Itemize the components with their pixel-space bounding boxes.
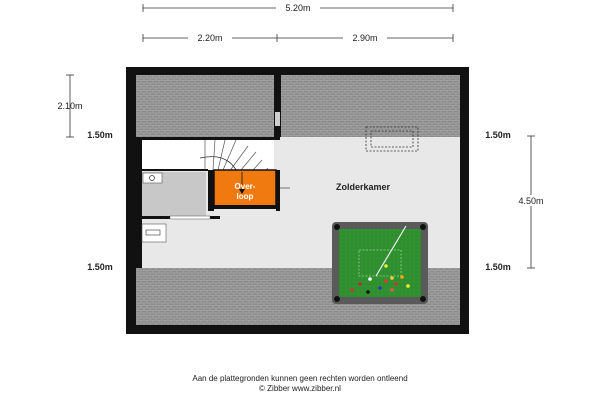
copyright-text: © Zibber www.zibber.nl — [259, 384, 341, 393]
height-label-right-upper: 1.50m — [485, 130, 511, 140]
dimension-label: 2.90m — [352, 33, 378, 43]
pool-table — [332, 222, 428, 304]
interior-wall — [274, 75, 281, 137]
landing-label-line2: loop — [236, 192, 254, 201]
height-label-left-upper: 1.50m — [87, 130, 113, 140]
height-label-left-lower: 1.50m — [87, 262, 113, 272]
room-label-attic: Zolderkamer — [335, 182, 391, 192]
wall-opening — [275, 112, 280, 126]
disclaimer-text: Aan de plattegronden kunnen geen rechten worden ontleend — [192, 374, 408, 383]
dimension-top-total — [143, 2, 453, 13]
dimension-right-vertical — [512, 136, 550, 268]
dimension-label: 2.10m — [57, 101, 83, 111]
pocket-icon — [334, 296, 340, 302]
landing — [208, 170, 290, 211]
dimension-label: 4.50m — [518, 196, 544, 206]
dimension-top-left — [143, 32, 277, 43]
sliding-door — [170, 216, 210, 219]
stair-top-wall — [142, 137, 280, 140]
roof-slope-top-right — [281, 75, 460, 137]
left-wall — [136, 137, 142, 225]
landing-label-line1: Over- — [234, 182, 256, 191]
height-label-right-lower: 1.50m — [485, 262, 511, 272]
dimension-top-right — [277, 32, 453, 43]
pocket-icon — [420, 224, 426, 230]
pocket-icon — [334, 224, 340, 230]
dimension-label: 2.20m — [197, 33, 223, 43]
pocket-icon — [420, 296, 426, 302]
roof-slope-top-left — [136, 75, 274, 137]
cue-ball — [368, 277, 372, 281]
dimension-label: 5.20m — [285, 3, 311, 13]
dimension-left-vertical — [57, 75, 82, 137]
